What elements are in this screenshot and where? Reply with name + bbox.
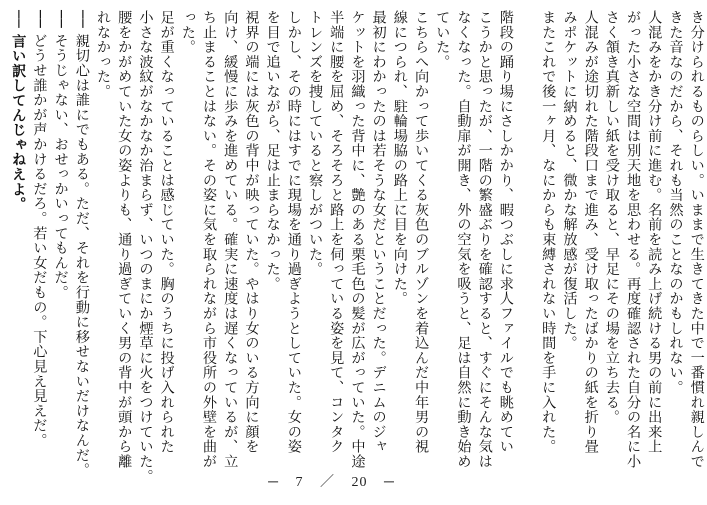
text-line: ── 言い訳してんじゃねえよ。 [10,10,27,212]
text-line: 小さな波紋がなかなか治まらず、いつのまにか煙草に火をつけていた。 [137,10,154,484]
text-line: ち止まることはない。その姿に気を取られながら市役所の外壁を曲が [201,10,218,469]
text-line: こうかと思ったが、一階の繁盛ぶりを確認すると、すぐにそんな気は [476,10,493,469]
text-line: またこれで後一ヶ月、なにからも束縛されない時間を手に入れた。 [540,10,557,454]
text-line: 線につられ、駐輪場脇の路上に目を向けた。 [391,10,408,306]
text-line: 最初にわかったのは若そうな女だということだった。デニムのジャ [370,10,387,454]
footer-dash-right: ─ [384,475,395,490]
text-line: みポケットに納めると、微かな解放感が復活した。 [561,10,578,351]
text-line: 階段の踊り場にさしかかり、暇つぶしに求人ファイルでも眺めてい [497,10,514,454]
text-line: トレンズを捜していると察しがついた。 [307,10,324,277]
text-line: き分けられるものらしい。いままで生きてきた中で一番慣れ親しんで [688,10,705,469]
footer-dash-left: ─ [268,475,279,490]
text-line: きた音なのだから、それも当然のことなのかもしれない。 [667,10,684,395]
text-line: がった小さな空間は別天地を思わせる。再度確認された自分の名に小 [625,10,642,469]
text-line: を目で追いながら、足は止まらなかった。 [264,10,281,292]
text-line: 向け、緩慢に歩みを進めている。確実に速度は遅くなっているが、立 [222,10,239,469]
text-line: 人混みが途切れた階段口まで進み、受け取ったばかりの紙を折り畳 [582,10,599,454]
text-line: 視界の端には灰色の背中が映っていた。やはり女のいる方向に顔を [243,10,260,454]
text-line: ── 親切心は誰にでもある。ただ、それを行動に移せないだけなんだ。 [73,10,90,478]
total-page-count: 20 [351,475,368,490]
text-line: なくなった。自動扉が開き、外の空気を吸うと、足は自然に動き始め [455,10,472,469]
text-line: さく頷き真新しい紙を受け取ると、早足にその場を立ち去る。 [603,10,620,425]
text-line: れなかった。 [95,10,112,99]
text-line: った。 [179,10,196,55]
text-line: ── どうせ誰かが声かけるだろ。若い女だもの。下心見え見えだ。 [31,10,48,448]
text-line: しかし、その時にはすでに現場を通り過ぎようとしていた。女の姿 [285,10,302,454]
text-line: 人混みをかき分け前に進む。名前を読み上げ続ける男の前に出来上 [646,10,663,454]
text-line: ケットを羽織った背中に、艶のある栗毛色の髪が広がっていた。中途 [349,10,366,469]
text-line: ていた。 [434,10,451,70]
blank-line [516,10,537,460]
page-separator: ／ [320,475,335,490]
text-line: ── そうじゃない、おせっかいってもんだ。 [52,10,69,300]
text-line: 半端に腰を屈め、そろそろと路上を伺っている姿を見て、コンタク [328,10,345,454]
text-line: 腰をかがめていた女の姿よりも、通り過ぎていく男の背中が頭から離 [116,10,133,469]
text-line: こちらへ向かって歩いてくる灰色のブルゾンを着込んだ中年男の視 [413,10,430,454]
page-footer [0,471,663,491]
current-page-number: 7 [295,475,304,490]
text-line: 足が重くなっていることは感じていた。胸のうちに投げ入れられた [158,10,175,454]
